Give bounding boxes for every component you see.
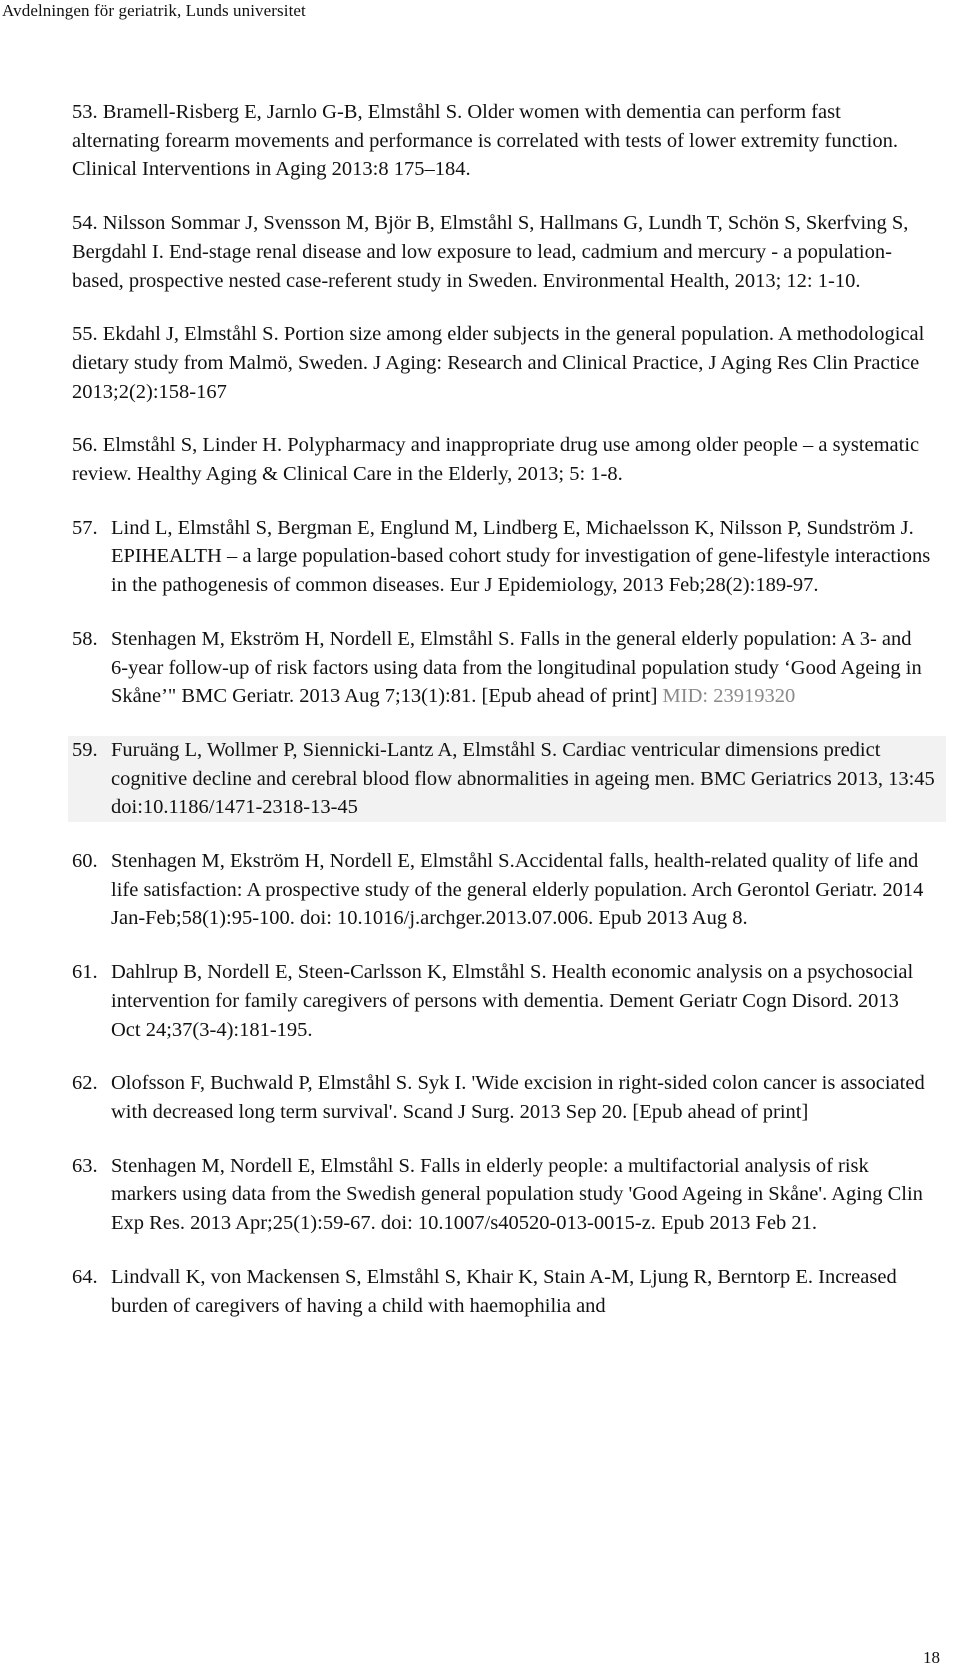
reference-text: Lindvall K, von Mackensen S, Elmståhl S, Khair K, Stain A-M, Ljung R, Berntorp E. Increased burden of caregivers of having a child with haemophilia and <box>111 1265 897 1317</box>
reference-item-57 <box>72 514 932 600</box>
reference-text: Furuäng L, Wollmer P, Siennicki-Lantz A, Elmståhl S. Cardiac ventricular dimensions predict cognitive decline and cerebral blood flow abnormalities in ageing men. BMC Geriatrics 2013, 13:45 doi:10.1186/1471-2318-13-45 <box>111 738 935 819</box>
reference-text: Olofsson F, Buchwald P, Elmståhl S. Syk I. 'Wide excision in right-sided colon cancer is associated with decreased long term survival'. Scand J Surg. 2013 Sep 20. [Epub ahead of print] <box>111 1072 925 1123</box>
reference-item-60 <box>72 847 932 933</box>
reference-number: 58. <box>72 627 98 650</box>
reference-text: Stenhagen M, Ekström H, Nordell E, Elmståhl S.Accidental falls, health-related quality of life and life satisfaction: A prospective study of the general elderly population. Arch Gerontol Geriatr. 2014 Jan-Feb;58(1):95-100. doi: 10.1016/j.archger.2013.07.006. Epub 2013 Aug 8. <box>111 850 924 930</box>
pmid-label: MID: 23919320 <box>662 685 796 708</box>
reference-item-59 <box>68 736 946 822</box>
reference-number: 55. <box>72 323 98 346</box>
reference-number: 56. <box>72 434 98 457</box>
reference-text: Bramell-Risberg E, Jarnlo G-B, Elmståhl S. Older women with dementia can perform fast alternating forearm movements and performance is correlated with tests of lower extremity function. Clinical Interventions in Aging 2013:8 175–184. <box>72 101 898 181</box>
reference-number: 61. <box>72 961 98 984</box>
reference-text: Stenhagen M, Ekström H, Nordell E, Elmståhl S. Falls in the general elderly population: A 3- and 6-year follow-up of risk factors using data from the longitudinal population study ‘Good Ageing in Skåne’" BMC Geriatr. 2013 Aug 7;13(1):81. [Epub ahead of print] <box>111 627 922 708</box>
reference-item-62 <box>72 1069 932 1126</box>
reference-number: 60. <box>72 850 98 873</box>
reference-number: 57. <box>72 516 98 539</box>
page-number: 18 <box>923 1648 940 1667</box>
reference-item-56 <box>72 431 932 488</box>
reference-number: 54. <box>72 212 98 235</box>
reference-item-55 <box>72 320 932 406</box>
page-header: Avdelningen för geriatrik, Lunds universitet <box>2 1 306 20</box>
reference-number: 62. <box>72 1072 98 1095</box>
reference-number: 64. <box>72 1265 98 1288</box>
reference-text: Ekdahl J, Elmståhl S. Portion size among elder subjects in the general population. A methodological dietary study from Malmö, Sweden. J Aging: Research and Clinical Practice, J Aging Res Clin Practice 2013;2(2):158-167 <box>72 323 925 403</box>
reference-text: Elmståhl S, Linder H. Polypharmacy and inappropriate drug use among older people – a systematic review. Healthy Aging & Clinical Care in the Elderly, 2013; 5: 1-8. <box>72 434 920 486</box>
reference-item-64 <box>72 1263 932 1320</box>
reference-item-53 <box>72 98 932 184</box>
reference-text: Nilsson Sommar J, Svensson M, Björ B, Elmståhl S, Hallmans G, Lundh T, Schön S, Skerfving S, Bergdahl I. End-stage renal disease and low exposure to lead, cadmium and mercury - a population-based, prospective nested case-referent study in Sweden. Environmental Health, 2013; 12: 1-10. <box>72 212 909 292</box>
reference-item-63 <box>72 1152 932 1238</box>
reference-number: 53. <box>72 101 98 123</box>
reference-item-61 <box>72 958 932 1044</box>
reference-item-54 <box>72 209 932 295</box>
reference-item-58 <box>72 625 932 711</box>
reference-list <box>72 98 935 1345</box>
reference-text: Dahlrup B, Nordell E, Steen-Carlsson K, Elmståhl S. Health economic analysis on a psychosocial intervention for family caregivers of persons with dementia. Dement Geriatr Cogn Disord. 2013 Oct 24;37(3-4):181-195. <box>111 961 914 1041</box>
reference-text: Stenhagen M, Nordell E, Elmståhl S. Falls in elderly people: a multifactorial analysis of risk markers using data from the Swedish general population study 'Good Ageing in Skåne'. Aging Clin Exp Res. 2013 Apr;25(1):59-67. doi: 10.1007/s40520-013-0015-z. Epub 2013 Feb 21. <box>111 1154 923 1235</box>
reference-number: 63. <box>72 1154 98 1177</box>
reference-number: 59. <box>72 738 98 761</box>
reference-text: Lind L, Elmståhl S, Bergman E, Englund M, Lindberg E, Michaelsson K, Nilsson P, Sundström J. EPIHEALTH – a large population-based cohort study for investigation of gene-lifestyle interactions in the pathogenesis of common diseases. Eur J Epidemiology, 2013 Feb;28(2):189-97. <box>111 516 931 597</box>
